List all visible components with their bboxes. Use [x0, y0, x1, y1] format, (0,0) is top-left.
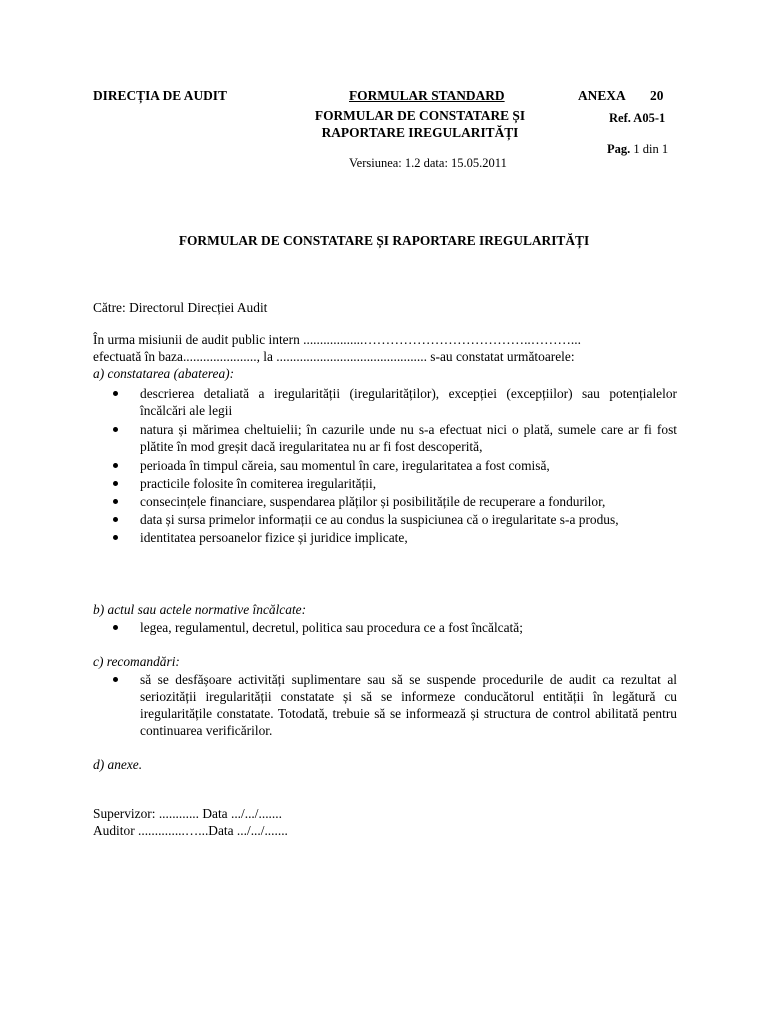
supervisor-signature-line: Supervizor: ............ Data .../.../....... [93, 806, 282, 821]
section-d-title: d) anexe. [93, 757, 143, 772]
section-c-title: c) recomandări: [93, 654, 180, 669]
bullet-icon [113, 499, 118, 504]
list-item: data și sursa primelor informații ce au condus la suspiciunea că o iregularitate s-a produs, [93, 511, 677, 528]
list-item: consecințele financiare, suspendarea plăților și posibilitățile de recuperare a fondurilor, [93, 493, 677, 510]
document-title: FORMULAR DE CONSTATARE ȘI RAPORTARE IREGULARITĂȚI [178, 233, 590, 248]
intro-line-2: efectuată în baza......................, la ............................................. s-au constatat următoarele: [93, 349, 575, 364]
bullet-icon [113, 391, 118, 396]
bullet-icon [113, 677, 118, 682]
annex-label: ANEXA [578, 88, 626, 103]
list-item: descrierea detaliată a iregularității (iregularităților), excepției (excepțiilor) sau potențialelor încălcări ale legii [93, 385, 677, 419]
list-item: perioada în timpul căreia, sau momentul în care, iregularitatea a fost comisă, [93, 457, 677, 474]
list-item: identitatea persoanelor fizice și juridice implicate, [93, 529, 677, 546]
page-label: Pag. [607, 142, 631, 156]
directorate-label: DIRECȚIA DE AUDIT [93, 88, 227, 103]
list-item: practicile folosite în comiterea iregularității, [93, 475, 677, 492]
form-standard-label: FORMULAR STANDARD [349, 88, 505, 103]
section-c-list [93, 671, 677, 739]
list-item: natura și mărimea cheltuielii; în cazurile unde nu s-a efectuat nici o plată, sumele care ar fi fost plătite în mod greșit dacă iregularitatea nu ar fi fost descoperită, [93, 421, 677, 455]
recipient-line: Către: Directorul Direcției Audit [93, 300, 268, 315]
bullet-icon [113, 625, 118, 630]
reference-code: Ref. A05-1 [609, 111, 666, 125]
bullet-icon [113, 463, 118, 468]
bullet-icon [113, 481, 118, 486]
intro-line-1: În urma misiunii de audit public intern ..................………………………………..………... [93, 332, 581, 347]
form-title-line2: RAPORTARE IREGULARITĂȚI [321, 125, 519, 140]
bullet-icon [113, 427, 118, 432]
version-info: Versiunea: 1.2 data: 15.05.2011 [349, 156, 507, 170]
section-b-list [93, 619, 677, 636]
list-item: legea, regulamentul, decretul, politica sau procedura ce a fost încălcată; [93, 619, 677, 636]
section-a-title: a) constatarea (abaterea): [93, 366, 235, 381]
section-a-list [93, 385, 677, 546]
page-value: 1 din 1 [633, 142, 669, 156]
bullet-icon [113, 535, 118, 540]
bullet-icon [113, 517, 118, 522]
page-indicator [607, 142, 668, 157]
auditor-signature-line: Auditor ..............…...Data .../.../....... [93, 823, 288, 838]
section-b-title: b) actul sau actele normative încălcate: [93, 602, 307, 617]
annex-number: 20 [650, 88, 664, 103]
list-item: să se desfășoare activități suplimentare sau să se suspende procedurile de audit ca rezultat al seriozității iregularității constatate și să se informeze conducătorul entității în legătură cu iregularitățile constatate. Totodată, trebuie să se informează și structura de control abilitată pentru continuarea verificărilor. [93, 671, 677, 739]
form-title-line1: FORMULAR DE CONSTATARE ȘI [314, 108, 526, 123]
